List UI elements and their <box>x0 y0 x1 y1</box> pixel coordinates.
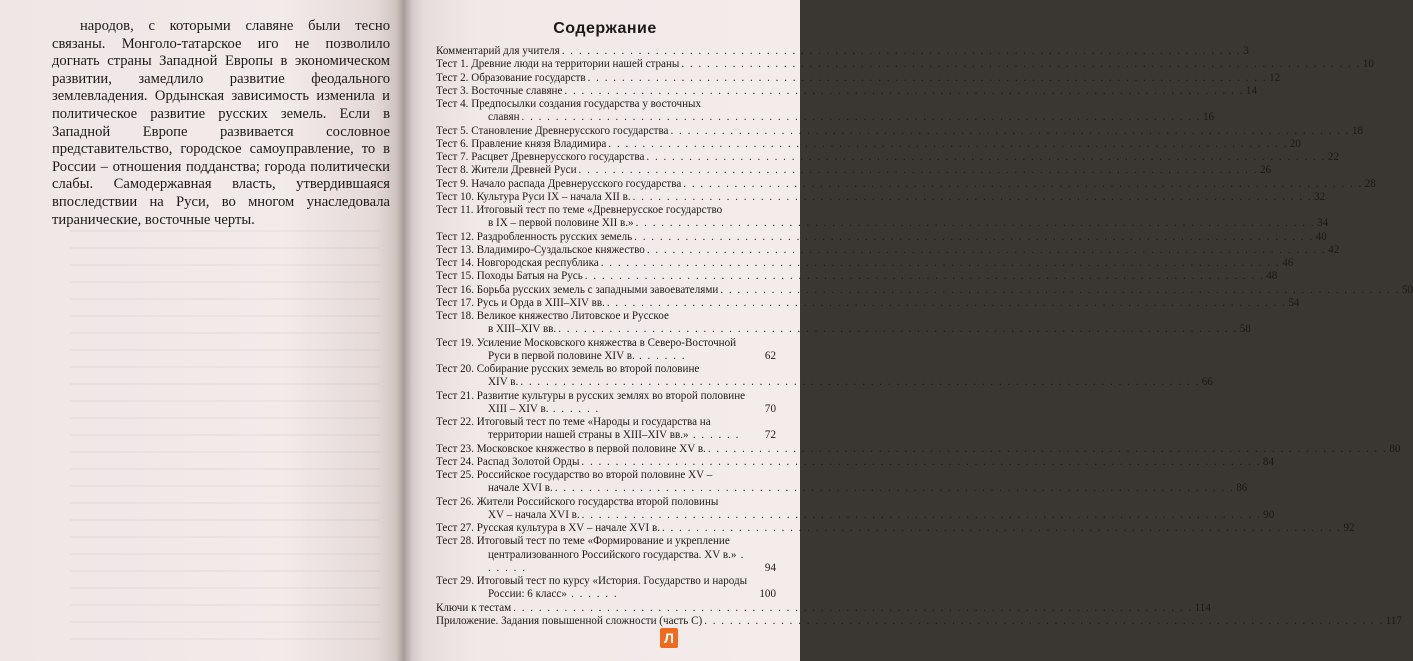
body-paragraph: народов, с которыми славяне были тесно связаны. Монголо-татарское иго не позволило догнать страны Западной Европы в экономическом развитии, замедлило развитие феодального землевладения. Ордынская зависимость изменила и политическое развитие русских земель. Если в Западной Европе развивается сословное представительство, городское самоуправление, то в России – отношения подданства; города политически слабы. Самодержавная власть, утвердившаяся впоследствии на Руси, во многом унаследовала тиранические, восточные черты. <box>52 18 390 228</box>
toc-entry <box>436 337 776 364</box>
dot-leader: . . . . . . . . . . . . . . . . . . . . . . . . . . . . . . . . . . . . . . . . . . . . . . . . . . . . . . . . . . . . . . . . . . . . . . . . . . . . . . . . <box>554 482 1235 495</box>
toc-page-number: 48 <box>1266 270 1278 283</box>
toc-page-number: 100 <box>759 588 776 601</box>
toc-page-number: 12 <box>1269 71 1281 84</box>
toc-entry <box>436 614 1402 628</box>
toc-entry <box>436 204 1329 231</box>
dot-leader: . . . . . . <box>634 349 687 362</box>
dot-leader: . . . . . . . . . . . . . . . . . . . . . . . . . . . . . . . . . . . . . . . . . . . . . . . . . . . . . . . . . . . . . . . . . . . . . . . . . . . . . . . . <box>683 177 1363 190</box>
dot-leader: . . . . . . . . . . . . . . . . . . . . . . . . . . . . . . . . . . . . . . . . . . . . . . . . . . . . . . . . . . . . . . . . . . . . . . . . . . . . . . . . <box>581 508 1262 521</box>
toc-page-number: 20 <box>1289 137 1301 150</box>
toc-entry <box>436 164 1272 177</box>
toc-page-number: 28 <box>1364 177 1376 190</box>
toc-entry <box>436 363 1213 390</box>
toc-entry-label: Тест 13. Владимиро-Суздальское княжество <box>436 243 645 256</box>
toc-page-number: 117 <box>1385 614 1402 627</box>
toc-entry-label: Тест 25. Российское государство во второй половине XV – <box>436 469 713 481</box>
toc-entry-label: Тест 3. Восточные славяне <box>436 84 563 97</box>
toc-entry-continuation: начале XVI в. <box>488 482 553 495</box>
toc-page-number: 86 <box>1236 482 1248 495</box>
toc-entry <box>436 535 776 575</box>
dot-leader: . . . . . . . . . . . . . . . . . . . . . . . . . . . . . . . . . . . . . . . . . . . . . . . . . . . . . . . . . . . . . . . . . . . . . . . . . . . . . . . . <box>587 71 1268 84</box>
toc-page-number: 70 <box>764 402 776 415</box>
dot-leader: . . . . . . . . . . . . . . . . . . . . . . . . . . . . . . . . . . . . . . . . . . . . . . . . . . . . . . . . . . . . . . . . . . . . . . . . . . . . . . . . <box>707 442 1388 455</box>
toc-entry <box>436 71 1281 85</box>
toc-entry <box>436 522 1355 535</box>
toc-entry-label: Тест 18. Великое княжество Литовское и Русское <box>436 310 669 322</box>
toc-entry-label: Тест 29. Итоговый тест по курсу «История. Государство и народы России: 6 класс» <box>436 575 748 601</box>
toc-entry-label: Тест 11. Итоговый тест по теме «Древнерусское государство <box>436 204 723 216</box>
toc-page-number: 14 <box>1245 84 1257 97</box>
toc-entry-label: Приложение. Задания повышенной сложности (часть С) <box>436 614 703 627</box>
toc-entry-label: Тест 14. Новгородская республика <box>436 257 599 269</box>
toc-entry <box>436 124 1364 138</box>
toc-page-number: 10 <box>1362 58 1374 71</box>
toc-entry <box>436 455 1274 469</box>
toc-entry <box>436 416 776 443</box>
toc-page-number: 42 <box>1328 243 1340 256</box>
dot-leader: . . . . . . . . . . . . . . . . . . . . . . . . . . . . . . . . . . . . . . . . . . . . . . . . . . . . . . . . . . . . . . . . . . . . . . . . . . . . . . . . <box>608 137 1288 150</box>
toc-entry-label: Комментарий для учителя <box>436 45 560 57</box>
toc-entry-label: Тест 22. Итоговый тест по теме «Народы и государства на территории нашей страны в XIII–XIV вв.» <box>436 416 711 442</box>
toc-entry-label: Тест 1. Древние люди на территории нашей страны <box>436 58 680 71</box>
toc-entry-label: Тест 16. Борьба русских земель с западными завоевателями <box>436 283 719 296</box>
toc-entry-label: Тест 26. Жители Российского государства второй половины <box>436 495 719 508</box>
toc-entry <box>436 390 776 417</box>
toc-entry-label: Тест 19. Усиление Московского княжества в Северо-Восточной Руси в первой половине XIV в. <box>436 336 737 362</box>
toc-entry-label: Тест 6. Правление князя Владимира <box>436 137 607 150</box>
toc-entry-label: Тест 9. Начало распада Древнерусского государства <box>436 177 682 190</box>
dot-leader: . . . . . . . . . . . . . . . . . . . . . . . . . . . . . . . . . . . . . . . . . . . . . . . . . . . . . . . . . . . . . . . . . . . . . . . . . . . . . . . . <box>581 455 1261 468</box>
toc-entry-continuation: в XIII–XIV вв. <box>488 323 557 336</box>
toc-page-number: 90 <box>1263 508 1275 521</box>
dot-leader: . . . . . . <box>566 588 619 601</box>
publisher-logo-icon: Л <box>660 628 678 648</box>
toc-entry-label: Тест 7. Расцвет Древнерусского государства <box>436 151 645 163</box>
toc-page-number: 50 <box>1401 283 1413 296</box>
dot-leader: . . . . . . . . . . . . . . . . . . . . . . . . . . . . . . . . . . . . . . . . . . . . . . . . . . . . . . . . . . . . . . . . . . . . . . . . . . . . . . . . <box>670 124 1350 137</box>
toc-entry-label: Тест 12. Раздробленность русских земель <box>436 230 633 243</box>
dot-leader: . . . . . . . . . . . . . . . . . . . . . . . . . . . . . . . . . . . . . . . . . . . . . . . . . . . . . . . . . . . . . . . . . . . . . . . . . . . . . . . . <box>578 164 1258 177</box>
toc-entry-label: Тест 24. Распад Золотой Орды <box>436 455 580 468</box>
toc-entry <box>436 84 1257 98</box>
toc-entry-label: Тест 4. Предпосылки создания государства у восточных <box>436 98 702 110</box>
toc-page-number: 26 <box>1260 164 1272 177</box>
toc-page-number: 114 <box>1194 601 1211 614</box>
toc-entry <box>436 270 1278 283</box>
toc-entry <box>436 495 1275 523</box>
toc-entry <box>436 601 1211 615</box>
toc-entry-label: Тест 27. Русская культура в XV – начале XVI в. <box>436 522 660 534</box>
toc-entry <box>436 283 1413 297</box>
toc-page-number: 62 <box>764 349 776 362</box>
toc-page-number: 18 <box>1351 124 1364 137</box>
toc-entry <box>436 296 1300 310</box>
toc-page-number: 54 <box>1288 296 1300 309</box>
toc-entry <box>436 230 1327 244</box>
toc-entry-label: Ключи к тестам <box>436 601 512 614</box>
dot-leader: . . . . . . . . . . . . . . . . . . . . . . . . . . . . . . . . . . . . . . . . . . . . . . . . . . . . . . . . . . . . . . . . . . . . . . . . . . . . . . . . <box>681 58 1361 71</box>
toc-entry <box>436 469 1248 496</box>
toc-entry-label: Тест 15. Походы Батыя на Русь <box>436 270 583 283</box>
toc-title: Содержание <box>553 20 657 37</box>
dot-leader: . . . . . . . . . . . . . . . . . . . . . . . . . . . . . . . . . . . . . . . . . . . . . . . . . . . . . . . . . . . . . . . . . . . . . . . . . . . . . . . . <box>661 522 1342 534</box>
toc-page-number: 3 <box>1243 45 1249 57</box>
toc-entry <box>436 137 1301 151</box>
toc-entry-label: Тест 8. Жители Древней Руси <box>436 164 577 177</box>
toc-entry <box>436 190 1326 204</box>
toc-page-number: 84 <box>1262 455 1274 468</box>
toc-page-number: 32 <box>1314 190 1326 203</box>
dot-leader: . . . . . . . . . . . . . . . . . . . . . . . . . . . . . . . . . . . . . . . . . . . . . . . . . . . . . . . . . . . . . . . . . . . . . . . . . . . . . . . . <box>600 257 1281 269</box>
toc-page-number: 94 <box>764 561 776 574</box>
toc-entry-continuation: славян <box>488 111 520 124</box>
toc-entry-label: Тест 2. Образование государств <box>436 71 586 84</box>
toc-page-number: 40 <box>1315 230 1327 243</box>
toc-entry <box>436 45 1249 58</box>
toc-entry <box>436 98 1215 125</box>
toc-entry <box>436 442 1401 456</box>
toc-entry <box>436 310 1251 337</box>
toc-entry <box>436 575 776 602</box>
toc-entry-label: Тест 21. Развитие культуры в русских землях во второй половине XIII – XIV в. <box>436 389 746 415</box>
book-gutter <box>396 0 412 661</box>
toc-entry-label: Тест 10. Культура Руси IX – начала XII в. <box>436 190 631 203</box>
dot-leader: . . . . . . . . . . . . . . . . . . . . . . . . . . . . . . . . . . . . . . . . . . . . . . . . . . . . . . . . . . . . . . . . . . . . . . . . . . . . . . . . <box>584 270 1265 283</box>
show-through-texture <box>70 230 380 650</box>
toc-page-number: 80 <box>1389 442 1401 455</box>
toc-entry-label: Тест 5. Становление Древнерусского государства <box>436 124 669 137</box>
dot-leader: . . . . . . . . . . . . . . . . . . . . . . . . . . . . . . . . . . . . . . . . . . . . . . . . . . . . . . . . . . . . . . . . . . . . . . . . . . . . . . . . <box>720 283 1400 296</box>
toc-page-number: 92 <box>1343 522 1355 534</box>
toc-entry-continuation: XIV в. <box>488 376 519 389</box>
dot-leader: . . . . . . . . . . . . . . . . . . . . . . . . . . . . . . . . . . . . . . . . . . . . . . . . . . . . . . . . . . . . . . . . . . . . . . . . . . . . . . . . <box>704 614 1384 627</box>
toc-page-number: 58 <box>1239 323 1251 336</box>
toc-page-number: 72 <box>764 429 776 442</box>
toc-entry-label: Тест 28. Итоговый тест по теме «Формирование и укрепление централизованного Российского государства. XV в.» <box>436 535 737 561</box>
toc-entry-continuation: XV – начала XVI в. <box>488 508 580 521</box>
toc-entry <box>436 177 1376 191</box>
toc-entry <box>436 257 1294 270</box>
dot-leader: . . . . . . . . . . . . . . . . . . . . . . . . . . . . . . . . . . . . . . . . . . . . . . . . . . . . . . . . . . . . . . . . . . . . . . . . . . . . . . . . <box>646 151 1326 163</box>
toc-entry <box>436 243 1340 257</box>
dot-leader: . . . . . . . . . . . . . . . . . . . . . . . . . . . . . . . . . . . . . . . . . . . . . . . . . . . . . . . . . . . . . . . . . . . . . . . . . . . . . . . . <box>564 84 1244 97</box>
toc-page-number: 34 <box>1317 217 1329 230</box>
toc-entry-label: Тест 17. Русь и Орда в XIII–XIV вв. <box>436 296 605 309</box>
dot-leader: . . . . . . <box>488 548 745 574</box>
toc-entry-label: Тест 23. Московское княжество в первой половине XV в. <box>436 442 706 455</box>
toc-page-number: 16 <box>1203 111 1215 124</box>
dot-leader: . . . . . . . . . . . . . . . . . . . . . . . . . . . . . . . . . . . . . . . . . . . . . . . . . . . . . . . . . . . . . . . . . . . . . . . . . . . . . . . . <box>606 296 1287 309</box>
dot-leader: . . . . . . . . . . . . . . . . . . . . . . . . . . . . . . . . . . . . . . . . . . . . . . . . . . . . . . . . . . . . . . . . . . . . . . . . . . . . . . . . <box>521 111 1201 124</box>
dot-leader: . . . . . . . . . . . . . . . . . . . . . . . . . . . . . . . . . . . . . . . . . . . . . . . . . . . . . . . . . . . . . . . . . . . . . . . . . . . . . . . . <box>646 243 1327 256</box>
dot-leader: . . . . . . . . . . . . . . . . . . . . . . . . . . . . . . . . . . . . . . . . . . . . . . . . . . . . . . . . . . . . . . . . . . . . . . . . . . . . . . . . <box>634 230 1314 243</box>
dot-leader: . . . . . . . . . . . . . . . . . . . . . . . . . . . . . . . . . . . . . . . . . . . . . . . . . . . . . . . . . . . . . . . . . . . . . . . . . . . . . . . . <box>520 376 1200 389</box>
toc-entry-label: Тест 20. Собирание русских земель во второй половине <box>436 363 700 375</box>
table-of-contents <box>436 45 1413 628</box>
toc-entry <box>436 151 1339 164</box>
toc-page-number: 66 <box>1201 376 1213 389</box>
dot-leader: . . . . . . <box>688 429 740 442</box>
dot-leader: . . . . . . . . . . . . . . . . . . . . . . . . . . . . . . . . . . . . . . . . . . . . . . . . . . . . . . . . . . . . . . . . . . . . . . . . . . . . . . . . <box>558 323 1238 336</box>
dot-leader: . . . . . . . . . . . . . . . . . . . . . . . . . . . . . . . . . . . . . . . . . . . . . . . . . . . . . . . . . . . . . . . . . . . . . . . . . . . . . . . . <box>632 190 1313 203</box>
left-page <box>0 0 404 661</box>
dot-leader: . . . . . . . . . . . . . . . . . . . . . . . . . . . . . . . . . . . . . . . . . . . . . . . . . . . . . . . . . . . . . . . . . . . . . . . . . . . . . . . . <box>513 601 1193 614</box>
dot-leader: . . . . . . . . . . . . . . . . . . . . . . . . . . . . . . . . . . . . . . . . . . . . . . . . . . . . . . . . . . . . . . . . . . . . . . . . . . . . . . . . <box>561 45 1242 57</box>
dot-leader: . . . . . . . . . . . . . . . . . . . . . . . . . . . . . . . . . . . . . . . . . . . . . . . . . . . . . . . . . . . . . . . . . . . . . . . . . . . . . . . . <box>635 217 1316 230</box>
toc-page-number: 46 <box>1282 257 1294 269</box>
toc-entry <box>436 58 1374 71</box>
toc-entry-continuation: в IX – первой половине XII в.» <box>488 217 634 230</box>
dot-leader: . . . . . . <box>548 402 600 415</box>
toc-page-number: 22 <box>1327 151 1339 163</box>
